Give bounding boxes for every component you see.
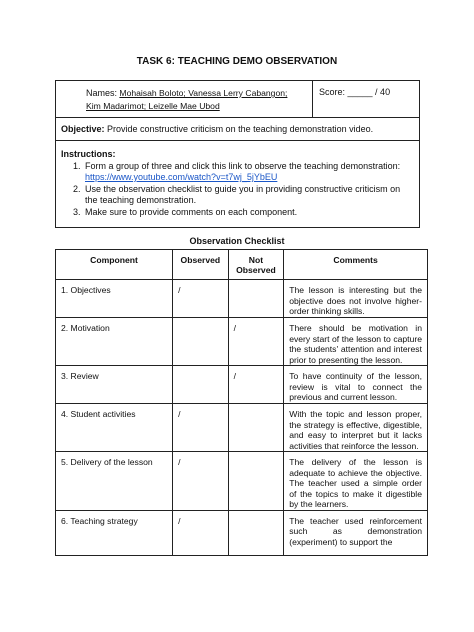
- score-value: _____ / 40: [347, 87, 391, 97]
- component-cell: 1. Objectives: [56, 280, 173, 318]
- not-observed-cell: /: [228, 366, 284, 404]
- table-row: [56, 510, 428, 555]
- instruction-item: 1. Form a group of three and click this link to observe the teaching demonstration: https://www.youtube.com/watch?v=t7wj_5jYbEU: [83, 161, 413, 184]
- component-cell: 2. Motivation: [56, 318, 173, 366]
- component-cell: 3. Review: [56, 366, 173, 404]
- observed-cell: /: [173, 280, 229, 318]
- component-cell: 4. Student activities: [56, 404, 173, 452]
- instruction-item: 2. Use the observation checklist to guide you in providing constructive criticism on the teaching demonstration.: [83, 184, 413, 207]
- comment-cell: There should be motivation in every start of the lesson to capture the students' attention and interest prior to presenting the lesson.: [284, 318, 428, 366]
- column-header: Comments: [284, 250, 428, 280]
- names-line-2: Kim Madarimot; Leizelle Mae Ubod: [86, 101, 220, 111]
- observed-cell: /: [173, 452, 229, 511]
- not-observed-cell: [228, 280, 284, 318]
- table-row: [56, 318, 428, 366]
- instructions-label: Instructions:: [61, 149, 116, 159]
- page-title: TASK 6: TEACHING DEMO OBSERVATION: [136, 56, 338, 67]
- objective-cell: [56, 118, 420, 141]
- not-observed-cell: [228, 510, 284, 555]
- score-label: Score:: [319, 87, 346, 97]
- table-row: [56, 452, 428, 511]
- checklist-header-row: [56, 250, 428, 280]
- header-table: [55, 80, 420, 228]
- names-cell: [56, 81, 313, 118]
- not-observed-cell: /: [228, 318, 284, 366]
- names-line-1: Mohaisah Boloto; Vanessa Lerry Cabangon;: [119, 88, 288, 98]
- names-label: Names:: [86, 88, 118, 98]
- comment-cell: The lesson is interesting but the objective does not involve higher-order thinking skills.: [284, 280, 428, 318]
- instruction-item: 3. Make sure to provide comments on each component.: [83, 207, 413, 219]
- checklist-title: Observation Checklist: [189, 236, 285, 246]
- score-cell: [313, 81, 420, 118]
- column-header: Component: [56, 250, 173, 280]
- objective-text: Provide constructive criticism on the teaching demonstration video.: [107, 124, 374, 134]
- objective-label: Objective:: [61, 124, 105, 134]
- column-header: Not Observed: [228, 250, 284, 280]
- not-observed-cell: [228, 452, 284, 511]
- comment-cell: The delivery of the lesson is adequate to achieve the objective. The teacher used a simple order of the topics to make it digestible by the learners.: [284, 452, 428, 511]
- column-header: Observed: [173, 250, 229, 280]
- table-row: [56, 280, 428, 318]
- comment-cell: To have continuity of the lesson, review is vital to connect the previous and current lesson.: [284, 366, 428, 404]
- instructions-list: [61, 161, 413, 219]
- table-row: [56, 404, 428, 452]
- table-row: [56, 366, 428, 404]
- not-observed-cell: [228, 404, 284, 452]
- observed-cell: /: [173, 404, 229, 452]
- comment-cell: With the topic and lesson proper, the strategy is effective, digestible, and easy to interpret but it lacks activities that reinforce the lesson.: [284, 404, 428, 452]
- instructions-cell: [56, 141, 420, 228]
- observed-cell: [173, 366, 229, 404]
- component-cell: 6. Teaching strategy: [56, 510, 173, 555]
- observation-checklist-table: [55, 249, 428, 556]
- observed-cell: /: [173, 510, 229, 555]
- comment-cell: The teacher used reinforcement such as demonstration (experiment) to support the: [284, 510, 428, 555]
- demo-video-link[interactable]: https://www.youtube.com/watch?v=t7wj_5jYbEU: [85, 172, 278, 182]
- component-cell: 5. Delivery of the lesson: [56, 452, 173, 511]
- observed-cell: [173, 318, 229, 366]
